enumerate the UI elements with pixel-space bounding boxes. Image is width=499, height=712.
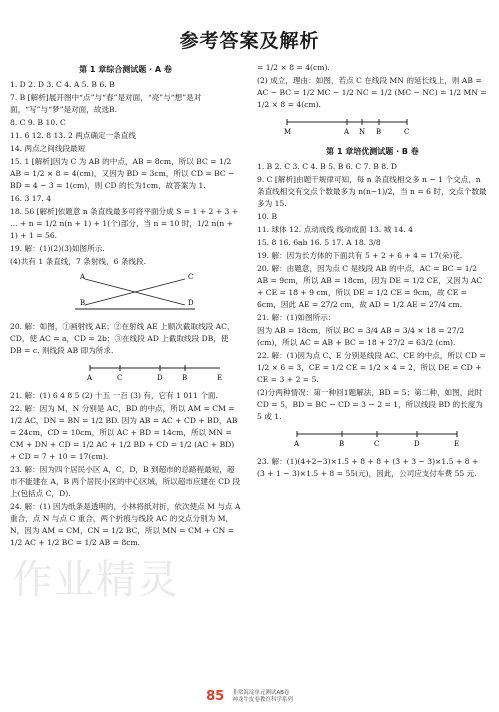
section-heading-a: 第 1 章综合测试题 · A 卷 xyxy=(79,65,172,74)
answer-item: 24. 解：(1) 因为纸条是透明的，小林将纸对折，依次使点 M 与点 A 重合，点 N 与点 C 重合，两个折痕与线段 AC 的交点分别为 M，N，因为 AM = CM，CN = 1/2 BC，所以 MN = CM + CN = 1/2 AC + 1/2 BC = 1/2 AB = 8cm. xyxy=(10,502,241,547)
svg-text:A: A xyxy=(294,440,300,448)
answer-item: 1. B 2. C 3. C 4. B 5. B 6. C 7. B 8. D xyxy=(257,162,398,171)
svg-text:M: M xyxy=(284,128,292,136)
answer-item: (4)共有 1 条直线，7 条射线，6 条线段. xyxy=(10,257,147,266)
svg-text:A: A xyxy=(344,128,350,136)
answer-item: 15. 8 16. 6ab 16. 5 17. A 18. 3/8 xyxy=(257,238,381,247)
svg-text:C: C xyxy=(404,128,410,136)
answer-item: 1. D 2. D 3. C 4. A 5. B 6. B xyxy=(10,80,115,89)
answer-item: 8. C 9. B 10. C xyxy=(10,118,66,127)
svg-text:E: E xyxy=(217,374,223,382)
right-answer-list xyxy=(257,62,488,111)
answer-item: 18. 56 [解析]依题意 n 条直线最多可将平面分成 S = 1 + 2 + 3 + … + n = 1/2 n(n + 1) + 1(个)部分，当 n = 10 时，1/2 n(n + 1) + 1 = 56. xyxy=(10,207,239,240)
section-heading-b: 第 1 章培优测试题 · B 卷 xyxy=(326,147,419,156)
answer-item: 23. 解：因为四个居民小区 A，C，D，B 到超市的总路程最短，超市不能建在 A，B 两个居民小区的中心区域，所以超市应建在 CD 段上(包括点 C，D). xyxy=(10,465,241,498)
left-answer-list xyxy=(10,79,241,268)
answer-item: (2)分两种情况：第一种回1题解法，BD = 5；第二种，如图，此时 CD = 5，BD = BC − CD = 3 − 2 = 1，所以线段 BD 的长度为 5 或 1. xyxy=(257,388,483,421)
answer-item: 9. C [解析]由题干规律可知，每 n 条直线相交多 n − 1 个交点，n 条直线相交有交点个数最多为 n(n−1)/2，当 n = 6 时，交点个数最多为 15. xyxy=(257,175,487,208)
answer-item: (2) 成立，理由：如图，若点 C 在线段 MN 的延长线上，则 AB = AC − BC = 1/2 MC − 1/2 NC = 1/2 (MC − NC) = 1/2 MN = 1/2 × 8 = 4(cm). xyxy=(257,76,487,109)
page-footer xyxy=(0,686,499,705)
right-answer-list-3 xyxy=(257,456,488,480)
svg-text:C: C xyxy=(117,374,123,382)
svg-text:D: D xyxy=(414,440,420,448)
fig19-label-d: D xyxy=(188,299,194,307)
svg-text:A: A xyxy=(87,374,93,382)
svg-text:N: N xyxy=(359,128,366,136)
answer-item: 16. 3 17. 4 xyxy=(10,194,52,203)
figure-24-2 xyxy=(257,114,488,136)
answer-item: 19. 解：(1)(2)(3)如图所示. xyxy=(10,244,105,253)
answer-item: 22. 解：因为 M，N 分别是 AC，BD 的中点，所以 AM = CM = 1/2 AC，DN = BN = 1/2 BD. 因为 AB = AC + CD + BD，AB = 24cm，CD = 10cm，所以 AC + BD = 14cm，所以 MN = CM + DN + CD = 1/2 AC + 1/2 BD + CD = 1/2 (AC + BD) + CD = 7 + 10 = 17(cm). xyxy=(10,404,238,461)
svg-text:B: B xyxy=(339,440,345,448)
left-column xyxy=(10,62,241,550)
right-answer-list-2 xyxy=(257,161,488,423)
svg-text:C: C xyxy=(374,440,380,448)
answer-item: 21. 解：(1) 6 4 8 5 (2) 十五 一百 (3) 有，它有 1 011 个面. xyxy=(10,391,218,400)
answer-item: 15. 1 [解析]因为 C 为 AB 的中点，AB = 8cm，所以 BC = 1/2 AB = 1/2 × 8 = 4(cm)，又因为 BD = 3cm，所以 CD = BC − BD = 4 − 3 = 1(cm)，则 CD 的长为1cm，故答案为 1. xyxy=(10,157,235,190)
answer-item: 22. 解：(1)因为点 C、E 分别是线段 AC、CE 的中点，所以 CD = 1/2 × 6 = 3，CE = 1/2 CE = 1/2 × 4 = 2，所以 DE = CD + CE = 3 + 2 = 5. xyxy=(257,351,486,384)
left-answer-list-2 xyxy=(10,321,241,357)
figure-23 xyxy=(257,426,488,448)
fig19-label-c: C xyxy=(188,273,194,281)
answer-item: = 1/2 × 8 = 4(cm). xyxy=(257,63,330,72)
answer-item: 19. 解：因为长方体的下面共有 5 + 2 + 6 + 4 = 17(朵)花. xyxy=(257,251,463,260)
right-column xyxy=(257,62,488,481)
svg-text:B: B xyxy=(182,374,188,382)
brand-line-2: 神龙牛皮卷教育科学系列 xyxy=(232,696,293,703)
watermark: 作业精灵 xyxy=(12,557,180,603)
svg-text:D: D xyxy=(157,374,163,382)
answer-item: 10. B xyxy=(257,212,278,221)
answer-item: 23. 解：(1)(4+2−3)×1.5 + 8 + 8 + (3 + 3 − 3)×1.5 + 8 + (3 + 1 − 3)×1.5 + 8 = 55(元)，因此，公司应支付车费 55 元. xyxy=(257,457,479,478)
page-title: 参考答案及解析 xyxy=(179,30,320,52)
figure-20 xyxy=(10,360,241,382)
answer-item: 20. 解：如图，①画射线 AE；②在射线 AE 上顺次截取线段 AC，CD，使 AC = a，CD = 2b；③在线段 AD 上截取线段 DB，使 DB = c. 则线段 AB 即为所求. xyxy=(10,322,235,355)
figure-19 xyxy=(10,271,241,313)
page-number: 85 xyxy=(206,689,225,704)
svg-text:B: B xyxy=(376,128,382,136)
answer-item: 11. 6 12. 8 13. 2 两点确定一条直线 xyxy=(10,131,136,140)
answer-item: 20. 解：由题意，因为点 C 是线段 AB 的中点，AC = BC = 1/2 AB = 9cm，所以 AB = 18cm，因为 DE = 1/2 CE，又因为 AC + CE = 18 + 9 cm，所以 DE = 1/2 CE = 9cm，故 CE = 6cm，因此 AE = 27/2 cm，故 AD = 1/2 AE = 27/4 cm. xyxy=(257,264,483,309)
answer-item: 因为 AB = 18cm，所以 BC = 3/4 AB = 3/4 × 18 = 27/2 (cm)，所以 AC = AB + BC = 18 + 27/2 = 63/2 (cm). xyxy=(257,326,465,347)
answer-item: 14. 两点之间线段最短 xyxy=(10,144,86,153)
answer-item: 21. 解：(1)如图所示： xyxy=(257,313,336,322)
answer-item: 11. 球体 12. 点动成线 线动成面 13. 城 14. 4 xyxy=(257,225,413,234)
fig19-label-a: A xyxy=(80,273,86,281)
svg-text:E: E xyxy=(454,440,460,448)
fig19-label-b: B xyxy=(80,299,86,307)
answer-item: 7. B [解析]展开图中“点”与“春”是对面，“亮”与“想”是对面，“写”与“梦”是对面，故选B. xyxy=(10,93,202,114)
left-answer-list-3 xyxy=(10,390,241,549)
brand-line-1: 非常海淀单元测试AB卷 xyxy=(232,689,290,696)
brand-text xyxy=(232,690,293,704)
